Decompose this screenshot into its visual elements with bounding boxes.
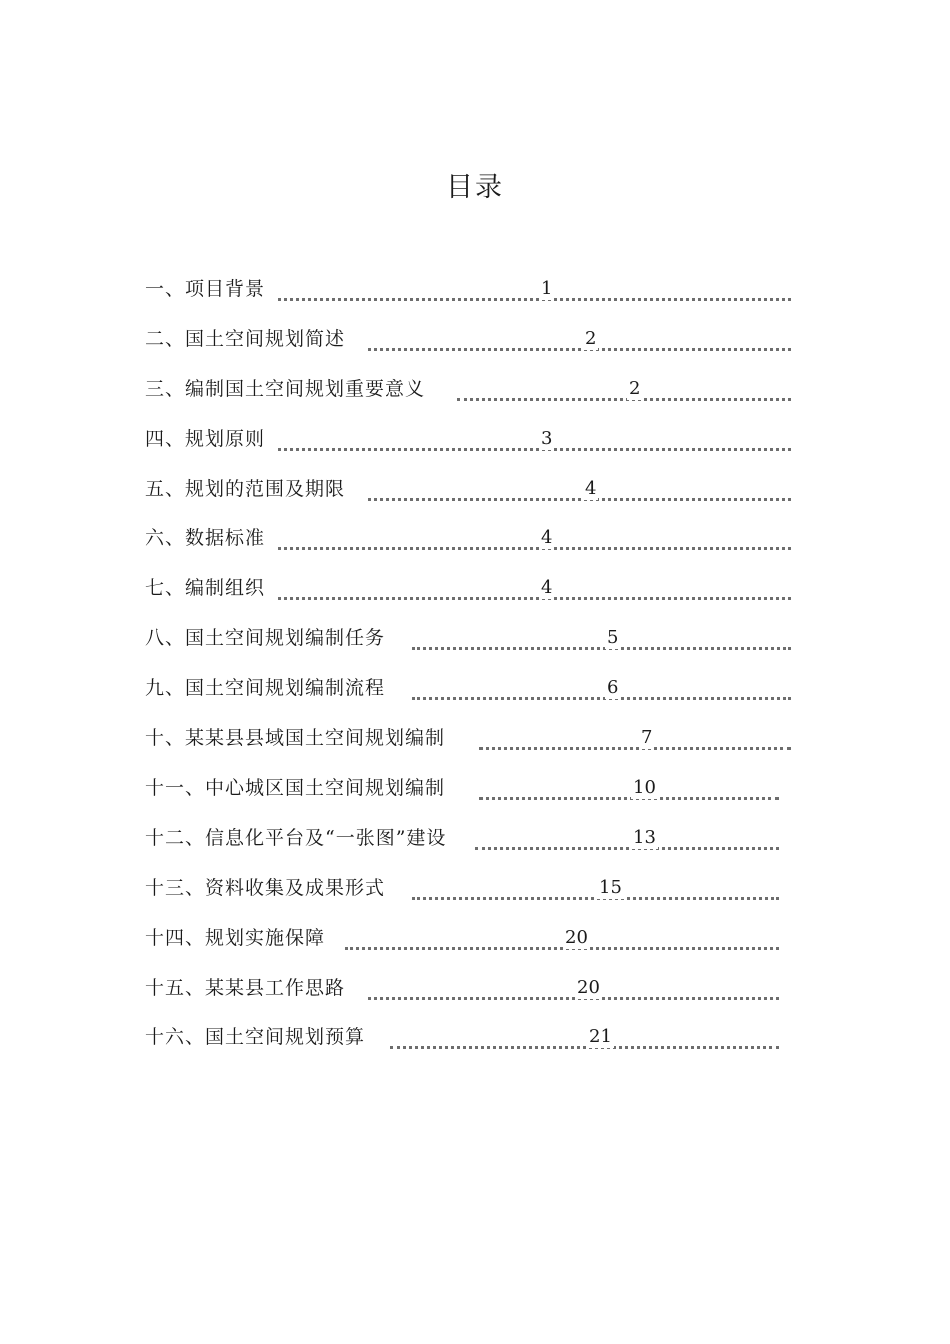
toc-dot-leader <box>412 893 779 900</box>
toc-entry[interactable] <box>145 422 791 452</box>
toc-page-number: 4 <box>541 527 553 548</box>
toc-entry-label: 十三、资料收集及成果形式 <box>145 877 386 899</box>
toc-page-number: 13 <box>633 827 656 848</box>
toc-entry-label: 九、国土空间规划编制流程 <box>145 677 386 699</box>
toc-entry[interactable] <box>145 1020 779 1050</box>
toc-page-number: 20 <box>565 927 588 948</box>
toc-entry[interactable] <box>145 821 779 851</box>
toc-entry-label: 六、数据标准 <box>145 527 266 549</box>
toc-page-number: 1 <box>541 278 553 299</box>
toc-page-number: 4 <box>585 478 597 499</box>
toc-dot-leader <box>412 643 791 650</box>
toc-entry-label: 八、国土空间规划编制任务 <box>145 627 386 649</box>
toc-dot-leader <box>368 494 791 501</box>
toc-page-number: 2 <box>629 378 641 399</box>
page-title: 目录 <box>446 172 504 203</box>
toc-dot-leader <box>412 693 791 700</box>
toc-page-number: 10 <box>633 777 656 798</box>
toc-entry-label: 十、某某县县域国土空间规划编制 <box>145 727 446 749</box>
toc-entry-label: 十四、规划实施保障 <box>145 927 326 949</box>
toc-entry[interactable] <box>145 372 791 402</box>
toc-dot-leader <box>368 993 779 1000</box>
toc-entry-label: 一、项目背景 <box>145 278 266 300</box>
toc-page-number: 15 <box>599 877 622 898</box>
toc-entry[interactable] <box>145 472 791 502</box>
toc-entry[interactable] <box>145 571 791 601</box>
toc-entry-label: 十二、信息化平台及“一张图”建设 <box>145 827 447 849</box>
toc-entry-label: 二、国土空间规划简述 <box>145 328 346 350</box>
toc-entry-label: 十五、某某县工作思路 <box>145 977 346 999</box>
toc-page-number: 7 <box>641 727 653 748</box>
toc-dot-leader <box>278 444 791 451</box>
toc-entry[interactable] <box>145 771 779 801</box>
toc-dot-leader <box>278 593 791 600</box>
toc-entry-label: 三、编制国土空间规划重要意义 <box>145 378 426 400</box>
toc-entry-label: 十一、中心城区国土空间规划编制 <box>145 777 446 799</box>
toc-page-number: 3 <box>541 428 553 449</box>
toc-entry[interactable] <box>145 871 779 901</box>
toc-page-number: 6 <box>607 677 619 698</box>
toc-page-number: 4 <box>541 577 553 598</box>
toc-entry[interactable] <box>145 971 779 1001</box>
toc-dot-leader <box>479 793 779 800</box>
toc-dot-leader <box>457 394 791 401</box>
toc-entry-label: 十六、国土空间规划预算 <box>145 1026 366 1048</box>
toc-entry[interactable] <box>145 671 791 701</box>
toc-entry-label: 四、规划原则 <box>145 428 266 450</box>
toc-entry[interactable] <box>145 721 791 751</box>
toc-dot-leader <box>278 543 791 550</box>
toc-dot-leader <box>479 743 791 750</box>
toc-entry[interactable] <box>145 921 779 951</box>
toc-dot-leader <box>345 943 779 950</box>
toc-page-number: 5 <box>607 627 619 648</box>
toc-dot-leader <box>475 843 779 850</box>
toc-page-number: 21 <box>589 1026 612 1047</box>
toc-dot-leader <box>390 1042 779 1049</box>
toc-entry[interactable] <box>145 322 791 352</box>
toc-entry[interactable] <box>145 621 791 651</box>
toc-page-number: 20 <box>577 977 600 998</box>
toc-entry[interactable] <box>145 272 791 302</box>
toc-dot-leader <box>278 294 791 301</box>
toc-entry-label: 五、规划的范围及期限 <box>145 478 346 500</box>
toc-entry[interactable] <box>145 521 791 551</box>
toc-entry-label: 七、编制组织 <box>145 577 266 599</box>
toc-page-number: 2 <box>585 328 597 349</box>
toc-dot-leader <box>368 344 791 351</box>
